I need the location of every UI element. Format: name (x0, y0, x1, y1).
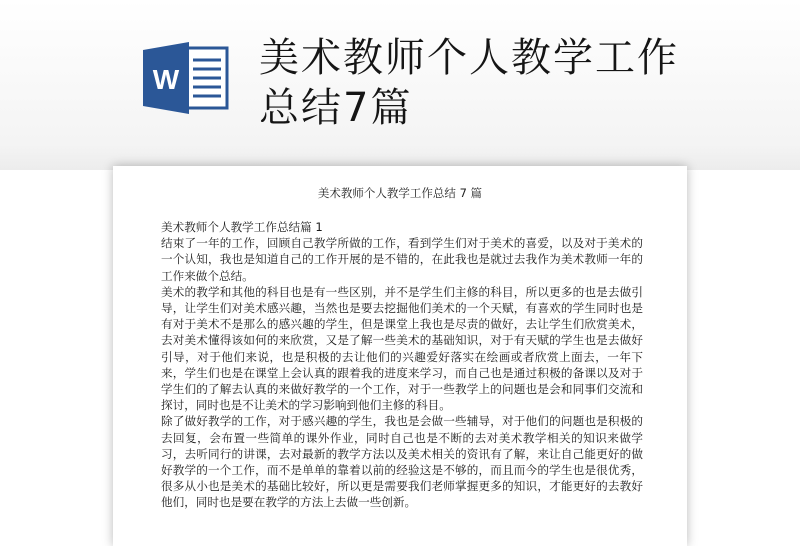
paragraph: 美术的教学和其他的科目也是有一些区别，并不是学生们主修的科目，所以更多的也是去做引导，让学生们对美术感兴趣，当然也是要去挖掘他们美术的一个天赋，有喜欢的学生同时也是有对于美术不是那么的感兴趣的学生，但是课堂上我也是尽责的做好，去让学生们欣赏美术，去对美术懂得该如何的来欣赏，又是了解一些美术的基础知识，对于有天赋的学生也是去做好引导，对于他们来说，也是积极的去让他们的兴趣爱好落实在绘画或者欣赏上面去，一年下来，学生们也是在课堂上会认真的跟着我的进度来学习，而自己也是通过积极的备课以及对于学生们的了解去认真的来做好教学的一个工作，对于一些教学上的问题也是会和同事们交流和探讨，同时也是不让美术的学习影响到他们主修的科目。 (161, 284, 643, 413)
svg-text:W: W (152, 64, 180, 95)
document-subtitle: 美术教师个人教学工作总结篇 1 (161, 220, 323, 234)
document-body (161, 219, 643, 511)
word-document-icon (143, 42, 229, 114)
paragraph: 除了做好教学的工作，对于感兴趣的学生，我也是会做一些辅导，对于他们的问题也是积极的去回复，会布置一些简单的课外作业，同时自己也是不断的去对美术教学相关的知识来做学习，去听同行的讲课，去对最新的教学方法以及美术相关的资讯有了解，来让自己能更好的做好教学的一个工作，而不是单单的靠着以前的经验这是不够的，而且而今的学生也是很优秀，很多从小也是美术的基础比较好，所以更是需要我们老师掌握更多的知识，才能更好的去教好他们，同时也是要在教学的方法上去做一些创新。 (161, 414, 643, 510)
page-title: 美术教师个人教学工作总结7篇 (259, 35, 679, 131)
document-page (113, 166, 687, 546)
paragraph: 结束了一年的工作，回顾自己教学所做的工作，看到学生们对于美术的喜爱，以及对于美术的一个认知，我也是知道自己的工作开展的是不错的，在此我也是就过去我作为美术教师一年的工作来做个总结。 (161, 236, 643, 283)
header-banner (0, 0, 800, 170)
document-title: 美术教师个人教学工作总结 7 篇 (317, 186, 483, 200)
